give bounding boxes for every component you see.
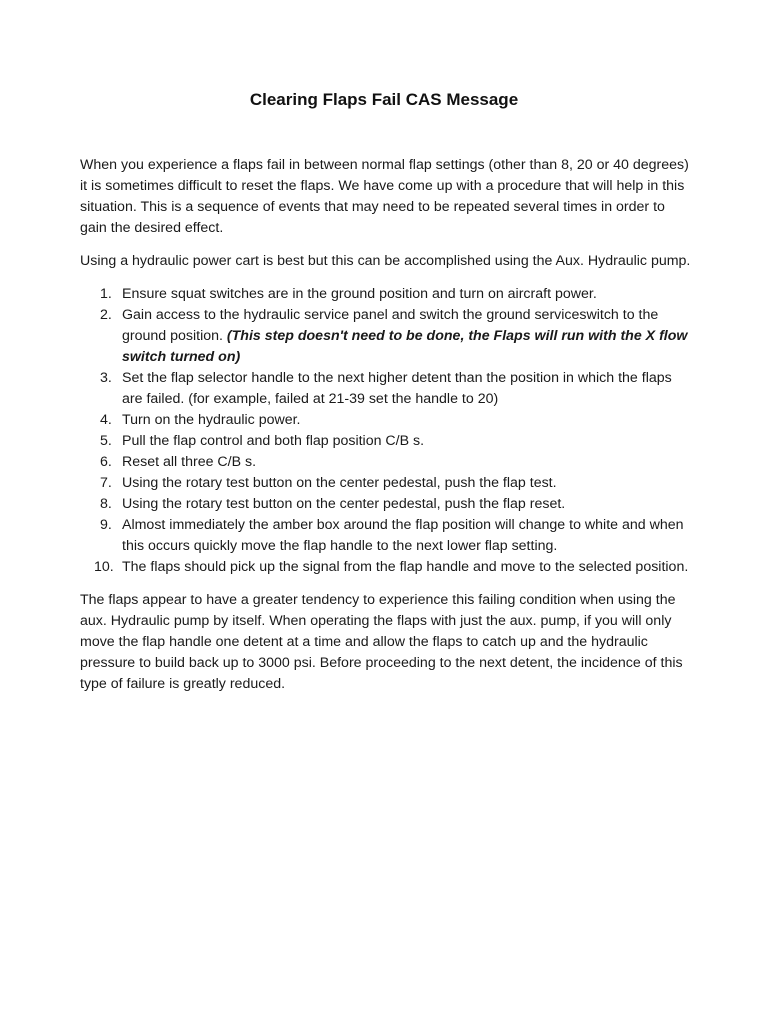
intro-paragraph: When you experience a flaps fail in between normal flap settings (other than 8, 20 or 40 degrees) it is sometimes difficult to reset the flaps. We have come up with a procedure that will help in this situation. This is a sequence of events that may need to be repeated several times in order to gain the desired effect. <box>80 157 689 236</box>
step-number: 7. <box>100 475 112 491</box>
procedure-step <box>80 452 692 473</box>
step-note: (This step doesn't need to be done, the Flaps will run with the X flow switch turned on) <box>122 328 688 365</box>
step-number: 1. <box>100 286 112 302</box>
step-text: Reset all three C/B s. <box>122 454 257 470</box>
step-text: Almost immediately the amber box around the flap position will change to white and when this occurs quickly move the flap handle to the next lower flap setting. <box>122 517 684 554</box>
step-text: Ensure squat switches are in the ground position and turn on aircraft power. <box>122 286 597 302</box>
procedure-step <box>80 305 692 368</box>
step-number: 8. <box>100 496 112 512</box>
step-number: 2. <box>100 307 112 323</box>
step-number: 6. <box>100 454 112 470</box>
step-number: 5. <box>100 433 112 449</box>
procedure-step <box>80 284 692 305</box>
step-text: Using the rotary test button on the center pedestal, push the flap reset. <box>122 496 566 512</box>
procedure-step <box>80 557 692 578</box>
procedure-step <box>80 410 692 431</box>
step-text: Turn on the hydraulic power. <box>122 412 301 428</box>
step-text: Pull the flap control and both flap position C/B s. <box>122 433 425 449</box>
step-text: Gain access to the hydraulic service panel and switch the ground serviceswitch to the ground position. <box>122 307 659 344</box>
procedure-step <box>80 473 692 494</box>
step-text: The flaps should pick up the signal from the flap handle and move to the selected position. <box>122 559 689 575</box>
step-text: Using the rotary test button on the center pedestal, push the flap test. <box>122 475 557 491</box>
procedure-step <box>80 431 692 452</box>
document-body <box>80 155 692 707</box>
document-title: Clearing Flaps Fail CAS Message <box>249 90 519 109</box>
step-text: Set the flap selector handle to the next higher detent than the position in which the flaps are failed. (for example, failed at 21-39 set the handle to 20) <box>122 370 672 407</box>
procedure-step <box>80 515 692 557</box>
step-number: 9. <box>100 517 112 533</box>
intro-paragraph: Using a hydraulic power cart is best but this can be accomplished using the Aux. Hydraulic pump. <box>80 253 691 269</box>
procedure-steps-list <box>80 284 692 578</box>
step-number: 4. <box>100 412 112 428</box>
step-number: 3. <box>100 370 112 386</box>
procedure-step <box>80 368 692 410</box>
closing-paragraph: The flaps appear to have a greater tendency to experience this failing condition when using the aux. Hydraulic pump by itself. When operating the flaps with just the aux. pump, if you will only move the flap handle one detent at a time and allow the flaps to catch up and the hydraulic pressure to build back up to 3000 psi. Before proceeding to the next detent, the incidence of this type of failure is greatly reduced. <box>80 592 683 692</box>
procedure-step <box>80 494 692 515</box>
step-number: 10. <box>94 559 114 575</box>
